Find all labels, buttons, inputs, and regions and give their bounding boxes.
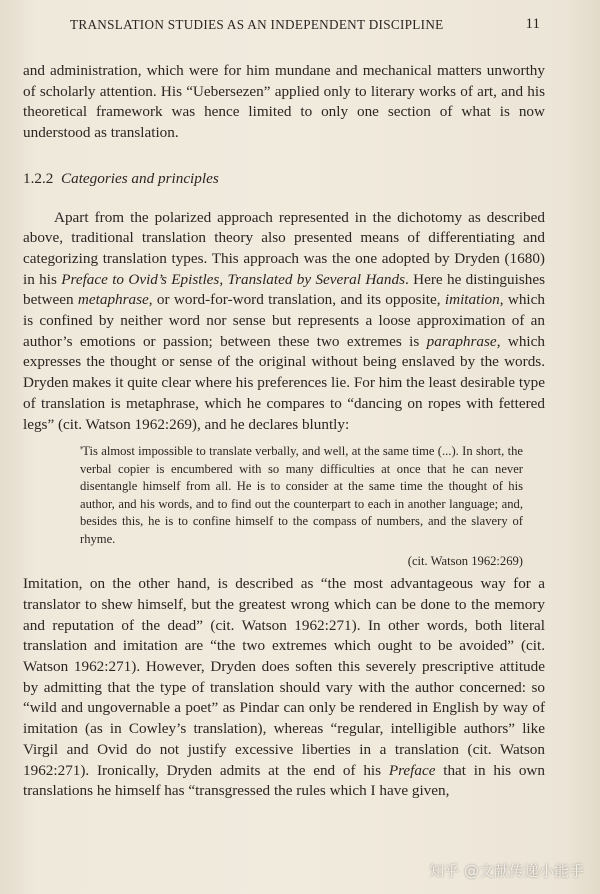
section-title: Categories and principles <box>60 169 219 187</box>
term-metaphrase: metaphrase <box>77 291 149 309</box>
block-quote: 'Tis almost impossible to translate verbally, and well, at the same time (...). In short, the verbal copier is encumbered with so many difficulties at once that he can never disentangle himself from all. He is to consider at the same time the thought of his author, and his words, and to find out the counterpart to each in another language; and, besides this, he is to confine himself to the compass of numbers, and the slavery of rhyme. <box>80 444 523 546</box>
quote-citation: (cit. Watson 1962:269) <box>407 554 523 569</box>
paragraph-2-text: , which expresses the thought or sense of the original without being enslaved by the words. Dryden makes it quite clear where his preferences lie. For him the least desirable type of translation is metaphrase, which he compares to “dancing on ropes with fettered legs” (cit. Watson 1962:269), and he declares bluntly: <box>23 332 545 433</box>
term-imitation: imitation <box>444 291 500 309</box>
page-header <box>70 17 540 39</box>
paragraph-1: and administration, which were for him mundane and mechanical matters unworthy of scholarly attention. His “Uebersezen” applied only to literary works of art, and his theoretical framework was hence limited to only one section of what is now understood as translation. <box>23 62 545 142</box>
body-text <box>23 61 545 802</box>
paragraph-2 <box>23 208 545 436</box>
paragraph-3-text: that in his own translations he himself has “transgressed the rules which I have given, <box>23 761 545 800</box>
work-title: Preface to Ovid’s Epistles, Translated by Several Hands <box>61 270 405 288</box>
paragraph-2-text: , which is confined by neither word nor sense but represents a loose approximation of an author’s emotions or passion; between these two extremes is <box>23 291 545 350</box>
paragraph-2-text: . Here he distinguishes between <box>23 270 545 309</box>
term-paraphrase: paraphrase <box>426 332 497 350</box>
section-number: 1.2.2 <box>23 169 54 187</box>
paragraph-2-text: Apart from the polarized approach represented in the dichotomy as described above, traditional translation theory also presented means of differentiating and categorizing translation types. This approach was the one adopted by Dryden (1680) in his <box>23 208 545 288</box>
preface-word: Preface <box>388 761 436 779</box>
section-heading <box>23 169 545 190</box>
running-title: TRANSLATION STUDIES AS AN INDEPENDENT DISCIPLINE <box>70 17 444 32</box>
watermark: 知乎 @文献传递小能手 <box>429 862 584 880</box>
paragraph-3 <box>23 574 545 802</box>
page-number: 11 <box>525 16 540 32</box>
paragraph-3-text: Imitation, on the other hand, is described as “the most advantageous way for a translator to shew himself, but the greatest wrong which can be done to the memory and reputation of the dead” (cit. Watson 1962:271). In other words, both literal translation and imitation are “the two extremes which ought to be avoided” (cit. Watson 1962:271). However, Dryden does soften this severely prescriptive attitude by admitting that the type of translation should vary with the author concerned: so “wild and ungovernable a poet” as Pindar can only be rendered in English by way of imitation (as in Cowley’s translation), whereas “regular, intelligible authors” like Virgil and Ovid do not justify excessive liberties in a translation (cit. Watson 1962:271). Ironically, Dryden admits at the end of his <box>23 575 545 779</box>
paragraph-2-text: , or word-for-word translation, and its opposite, <box>148 291 445 309</box>
